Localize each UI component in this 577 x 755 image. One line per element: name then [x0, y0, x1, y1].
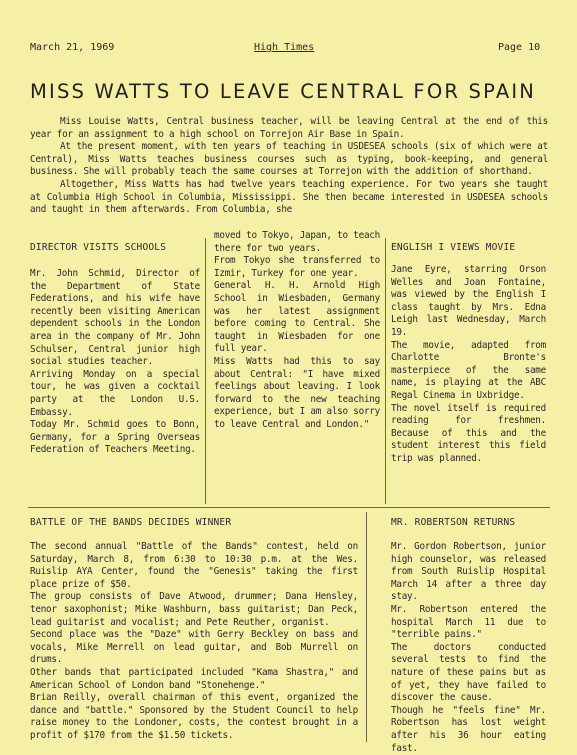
robertson-story	[391, 541, 546, 755]
column-rule	[205, 238, 206, 504]
bands-body: The second annual "Battle of the Bands" contest, held on Saturday, March 8, from 6:30 to 10:30 p.m. at the Wes. Ruislip AYA Center, found the "Genesis" taking the first place prize of $50. The group consists of Dave Atwood, drummer; Dana Hensley, tenor saxophonist; Mike Washburn, bass guitarist; Dan Peck, lead guitarist and vocalist; and Pete Reuther, organist. Second place was the "Daze" with Gerry Beckley on bass and vocals, Mike Merrell on lead guitar, and Bob Murrell on drums. Other bands that participated included "Kama Shastra," and American School of London band "Stonehenge." Brian Reilly, overall chairman of this event, organized the dance and "battle." Sponsored by the Student Council to help raise money to the Londoner, costs, the contest brought in a profit of $170 from the $1.50 tickets.	[30, 541, 358, 741]
robertson-headline: MR. ROBERTSON RETURNS	[391, 517, 516, 528]
main-story-paragraph: Altogether, Miss Watts has had twelve years teaching experience. For two years she taught at Columbia High School in Columbia, Mississippi. She then became interested in USDESEA schools and taught in them afterwards. From Columbia, she	[30, 178, 548, 216]
english-story	[391, 264, 546, 466]
main-story-continuation	[214, 230, 380, 432]
bands-headline: BATTLE OF THE BANDS DECIDES WINNER	[30, 517, 232, 528]
column-rule	[366, 512, 367, 742]
robertson-body: Mr. Gordon Robertson, junior high counselor, was released from South Ruislip Hospital March 14 after a three day stay. Mr. Robertson entered the hospital March 11 due to "terrible pains." The doctors conducted several tests to find the nature of these pains but as of yet, they have failed to discover the cause. Though he "feels fine" Mr. Robertson has lost weight after his 36 hour eating fast.	[391, 541, 546, 754]
issue-date: March 21, 1969	[30, 42, 115, 53]
director-body: Mr. John Schmid, Director of the Department of State Federations, and his wife have recently been visiting American dependent schools in the London area in the company of Mr. John Schulser, Central junior high social studies teacher. Arriving Monday on a special tour, he was given a cocktail party at the London U.S. Embassy. Today Mr. Schmid goes to Bonn, Germany, for a Spring Overseas Federation of Teachers Meeting.	[30, 268, 200, 456]
main-story-paragraph: Miss Louise Watts, Central business teacher, will be leaving Central at the end of this year for an assignment to a high school on Torrejon Air Base in Spain.	[30, 116, 548, 140]
section-rule	[28, 507, 550, 508]
page-number: Page 10	[498, 42, 541, 53]
main-story-continued-body: moved to Tokyo, Japan, to teach there for two years. From Tokyo she transferred to Izmir, Turkey for one year. General H. H. Arnold High School in Wiesbaden, Germany was her latest assignment before coming to Central. She taught in Wiesbaden for one full year. Miss Watts had this to say about Central: "I have mixed feelings about leaving. I look forward to the new teaching experience, but I am also sorry to leave Central and London."	[214, 230, 380, 430]
main-story-paragraph: At the present moment, with ten years of teaching in USDESEA schools (six of which were at Central), Miss Watts teaches business courses such as typing, book-keeping, and general business. She will probably teach the same courses at Torrejon with the addition of shorthand.	[30, 141, 548, 178]
paper-name: High Times	[254, 42, 315, 53]
column-rule	[385, 238, 386, 504]
english-headline: ENGLISH I VIEWS MOVIE	[391, 242, 516, 253]
english-body: Jane Eyre, starring Orson Welles and Joan Fontaine, was viewed by the English I class taught by Mrs. Edna Leigh last Wednesday, March 19. The movie, adapted from Charlotte Bronte's masterpiece of the same name, is playing at the ABC Regal Cinema in Uxbridge. The novel itself is required reading for freshmen. Because of this and the student interest this field trip was planned.	[391, 264, 546, 464]
director-headline: DIRECTOR VISITS SCHOOLS	[30, 242, 167, 253]
director-story	[30, 268, 200, 457]
main-story-intro	[30, 116, 548, 217]
main-headline: MISS WATTS TO LEAVE CENTRAL FOR SPAIN	[30, 80, 537, 103]
bands-story	[30, 541, 358, 743]
